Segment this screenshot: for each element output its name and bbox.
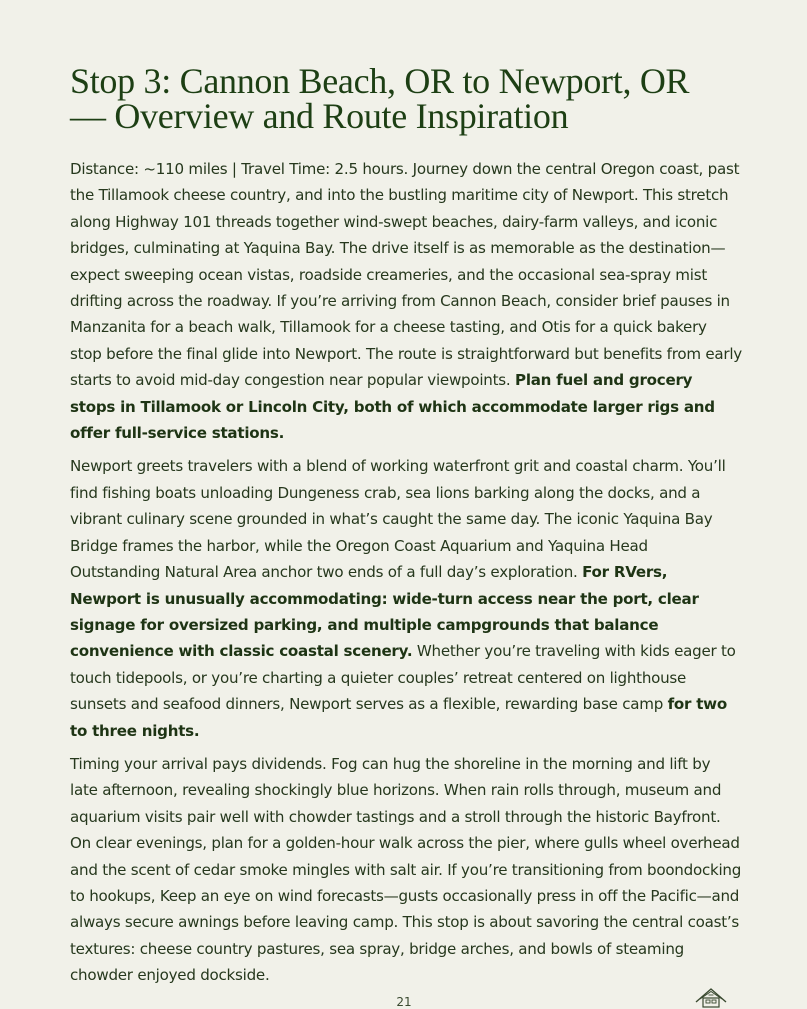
- paragraph-timing: [70, 751, 742, 989]
- paragraph-newport-text-1: Newport greets travelers with a blend of working waterfront grit and coastal charm. You’ll find fishing boats unloading Dungeness crab, sea lions barking along the docks, and a vibrant culinary scene grounded in what’s caught the same day. The iconic Yaquina Bay Bridge frames the harbor, while the Oregon Coast Aquarium and Yaquina Head Outstanding Natural Area anchor two ends of a full day’s exploration.: [70, 457, 726, 582]
- page-title: [70, 61, 760, 136]
- page-title-line-2: — Overview and Route Inspiration: [70, 96, 569, 136]
- paragraph-newport: [70, 453, 742, 743]
- paragraph-newport-highlight-1: For RVers, Newport is unusually accommodating: wide-turn access near the port, clear signage for oversized parking, and multiple campgrounds that balance convenience with classic coastal scenery.: [70, 563, 699, 661]
- page-title-line-1: Stop 3: Cannon Beach, OR to Newport, OR: [70, 61, 690, 101]
- paragraph-overview-text: Distance: ~110 miles | Travel Time: 2.5 hours. Journey down the central Oregon coast, past the Tillamook cheese country, and into the bustling maritime city of Newport. This stretch along Highway 101 threads together wind-swept beaches, dairy-farm valleys, and iconic bridges, culminating at Yaquina Bay. The drive itself is as memorable as the destination—expect sweeping ocean vistas, roadside creameries, and the occasional sea-spray mist drifting across the roadway. If you’re arriving from Cannon Beach, consider brief pauses in Manzanita for a beach walk, Tillamook for a cheese tasting, and Otis for a quick bakery stop before the final glide into Newport. The route is straightforward but benefits from early starts to avoid mid-day congestion near popular viewpoints.: [70, 160, 742, 390]
- body-text: [70, 156, 742, 996]
- camper-logo-icon: [694, 986, 728, 1008]
- paragraph-newport-highlight-2: for two to three nights.: [70, 695, 727, 740]
- paragraph-overview-highlight: Plan fuel and grocery stops in Tillamook or Lincoln City, both of which accommodate larger rigs and offer full-service stations.: [70, 371, 715, 443]
- paragraph-newport-text-2: Whether you’re traveling with kids eager to touch tidepools, or you’re charting a quieter couples’ retreat centered on lighthouse sunsets and seafood dinners, Newport serves as a flexible, rewarding base camp: [70, 642, 736, 714]
- paragraph-overview: [70, 156, 742, 446]
- page-number: 21: [396, 995, 412, 1009]
- paragraph-timing-text: Timing your arrival pays dividends. Fog can hug the shoreline in the morning and lift by late afternoon, revealing shockingly blue horizons. When rain rolls through, museum and aquarium visits pair well with chowder tastings and a stroll through the historic Bayfront. On clear evenings, plan for a golden-hour walk across the pier, where gulls wheel overhead and the scent of cedar smoke mingles with salt air. If you’re transitioning from boondocking to hookups, Keep an eye on wind forecasts—gusts occasionally press in off the Pacific—and always secure awnings before leaving camp. This stop is about savoring the central coast’s textures: cheese country pastures, sea spray, bridge arches, and bowls of steaming chowder enjoyed dockside.: [70, 754, 742, 985]
